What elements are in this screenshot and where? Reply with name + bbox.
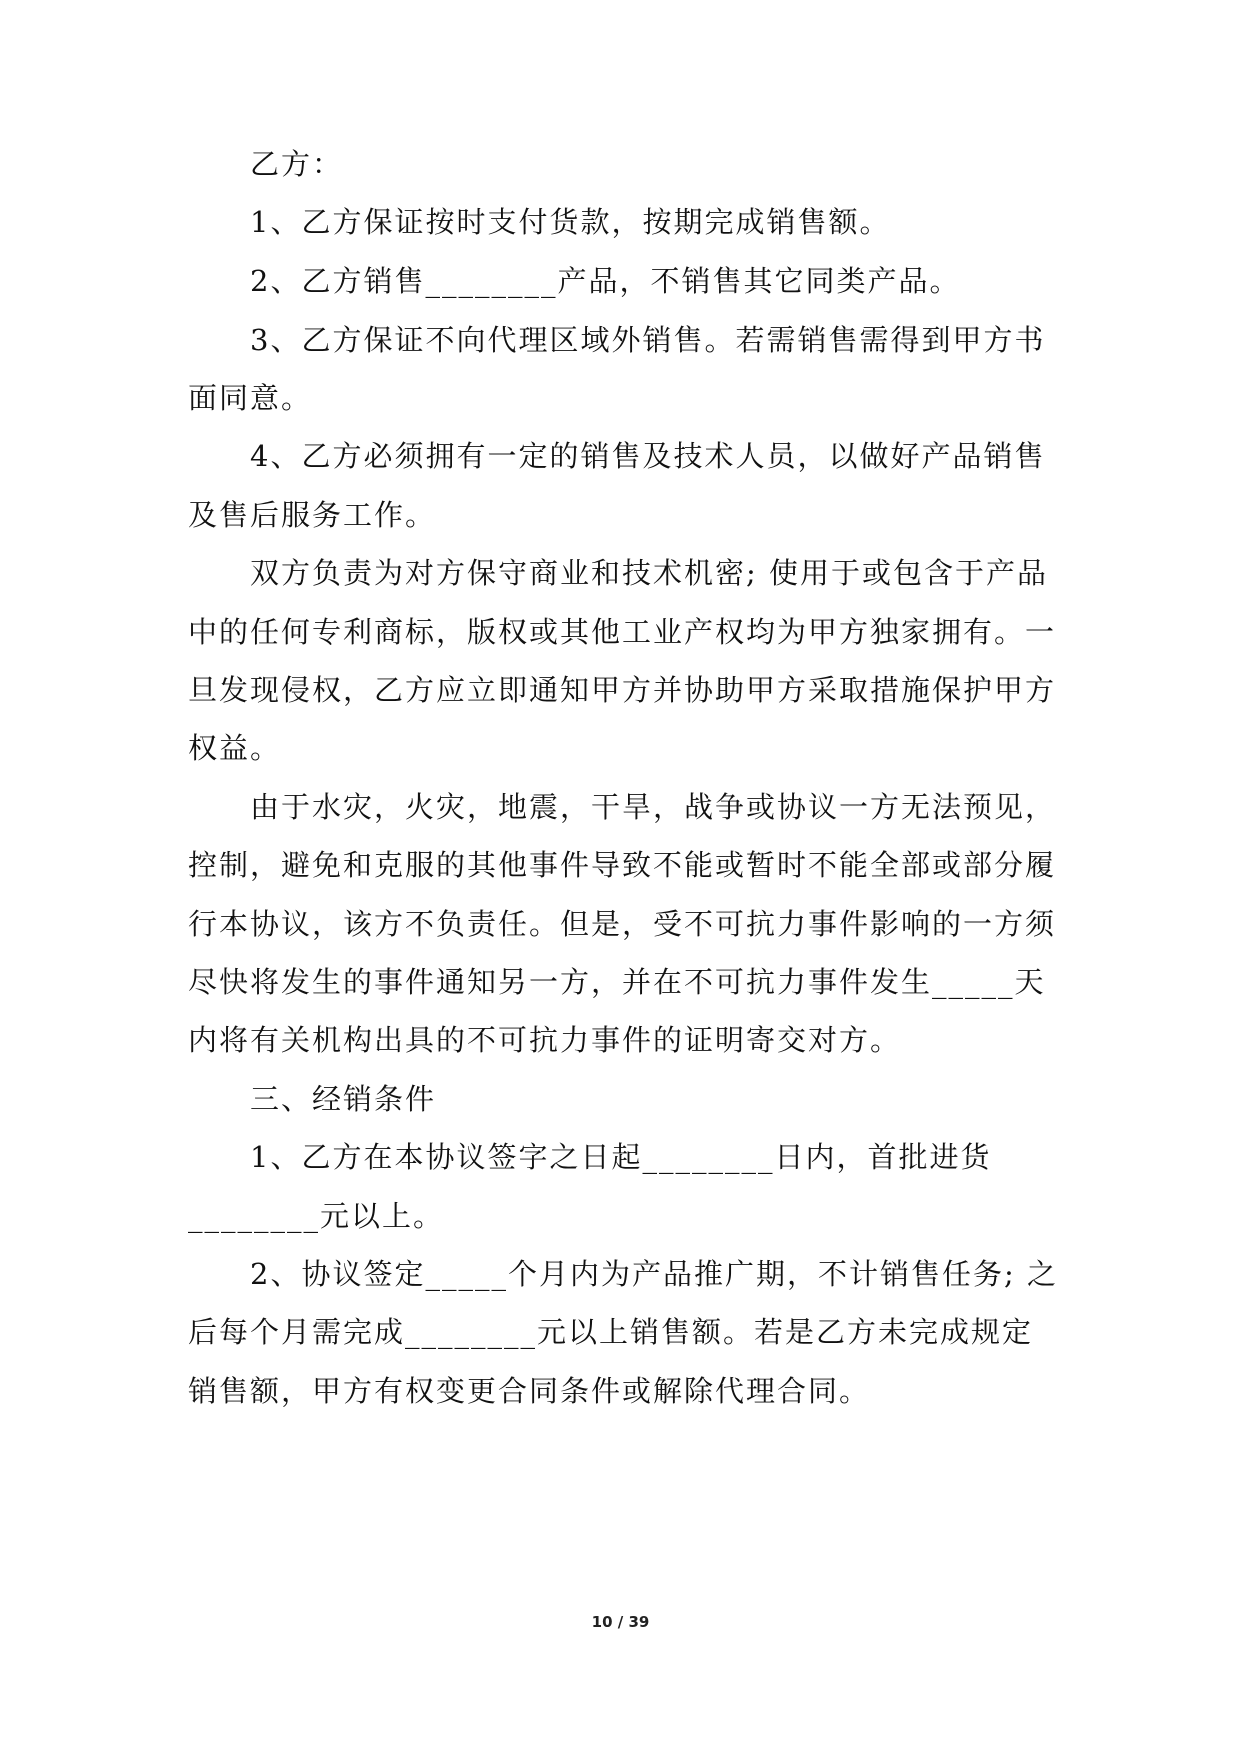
text-line: 内将有关机构出具的不可抗力事件的证明寄交对方。 bbox=[188, 1023, 902, 1057]
text-line: 旦发现侵权，乙方应立即通知甲方并协助甲方采取措施保护甲方 bbox=[188, 673, 1057, 707]
text-line: 由于水灾，火灾，地震，干旱，战争或协议一方无法预见， bbox=[250, 790, 1057, 824]
text-line: 销售额，甲方有权变更合同条件或解除代理合同。 bbox=[188, 1374, 871, 1408]
text-line: 1、乙方在本协议签字之日起________日内，首批进货 bbox=[250, 1140, 992, 1174]
text-line: 后每个月需完成________元以上销售额。若是乙方未完成规定 bbox=[188, 1315, 1034, 1349]
section-heading: 三、经销条件 bbox=[250, 1082, 437, 1116]
text-line: 乙方： bbox=[250, 147, 344, 181]
text-line: 行本协议，该方不负责任。但是，受不可抗力事件影响的一方须 bbox=[188, 907, 1057, 941]
text-line: 尽快将发生的事件通知另一方，并在不可抗力事件发生_____天 bbox=[188, 965, 1046, 999]
text-line: 控制，避免和克服的其他事件导致不能或暂时不能全部或部分履 bbox=[188, 848, 1057, 882]
text-line: 权益。 bbox=[188, 731, 282, 765]
text-line: 1、乙方保证按时支付货款，按期完成销售额。 bbox=[250, 205, 891, 239]
text-line: 4、乙方必须拥有一定的销售及技术人员，以做好产品销售 bbox=[250, 439, 1046, 473]
text-line: 双方负责为对方保守商业和技术机密; 使用于或包含于产品 bbox=[250, 556, 1048, 590]
text-line: 2、乙方销售________产品，不销售其它同类产品。 bbox=[250, 264, 961, 298]
text-line: ________元以上。 bbox=[188, 1199, 445, 1233]
page-number: 10 / 39 bbox=[591, 1613, 650, 1631]
text-line: 及售后服务工作。 bbox=[188, 498, 437, 532]
text-line: 3、乙方保证不向代理区域外销售。若需销售需得到甲方书 bbox=[250, 323, 1046, 357]
text-line: 中的任何专利商标，版权或其他工业产权均为甲方独家拥有。一 bbox=[188, 615, 1057, 649]
text-line: 面同意。 bbox=[188, 381, 313, 415]
text-line: 2、协议签定_____个月内为产品推广期，不计销售任务; 之 bbox=[250, 1257, 1058, 1291]
